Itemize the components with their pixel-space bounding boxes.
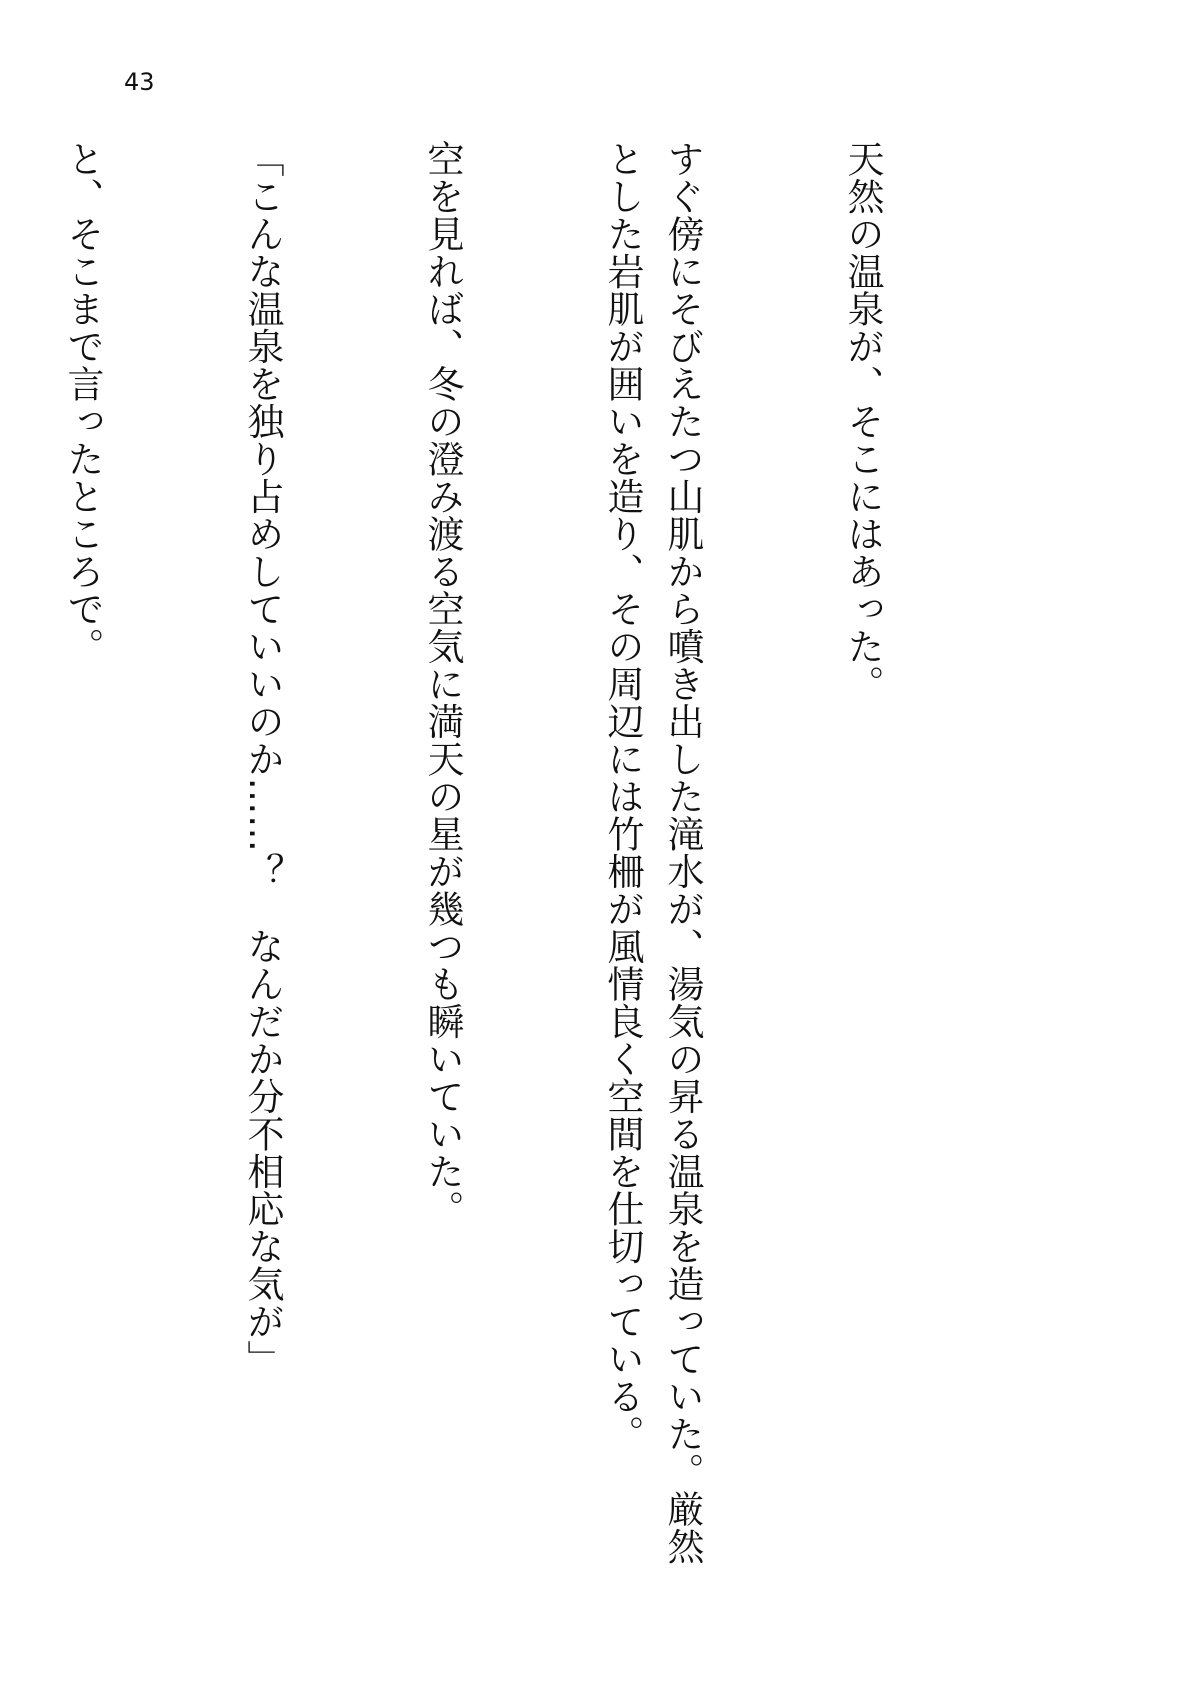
paragraph: 「こんな温泉を独り占めしていいのか……？ なんだか分不相応な気が」 bbox=[241, 140, 284, 1378]
paragraph: と、そこまで言ったところで。 bbox=[61, 140, 104, 665]
paragraph: 天然の温泉が、そこにはあった。 bbox=[841, 140, 884, 703]
page-number: 43 bbox=[124, 68, 155, 96]
paragraph: すぐ傍にそびえたつ山肌から噴き出した滝水が、湯気の昇る温泉を造っていた。厳然とした岩肌が囲いを造り、その周辺には竹柵が風情良く空間を仕切っている。 bbox=[601, 140, 704, 1565]
novel-text bbox=[0, 140, 1012, 1580]
paragraph: 空を見れば、冬の澄み渡る空気に満天の星が幾つも瞬いていた。 bbox=[421, 140, 464, 1228]
